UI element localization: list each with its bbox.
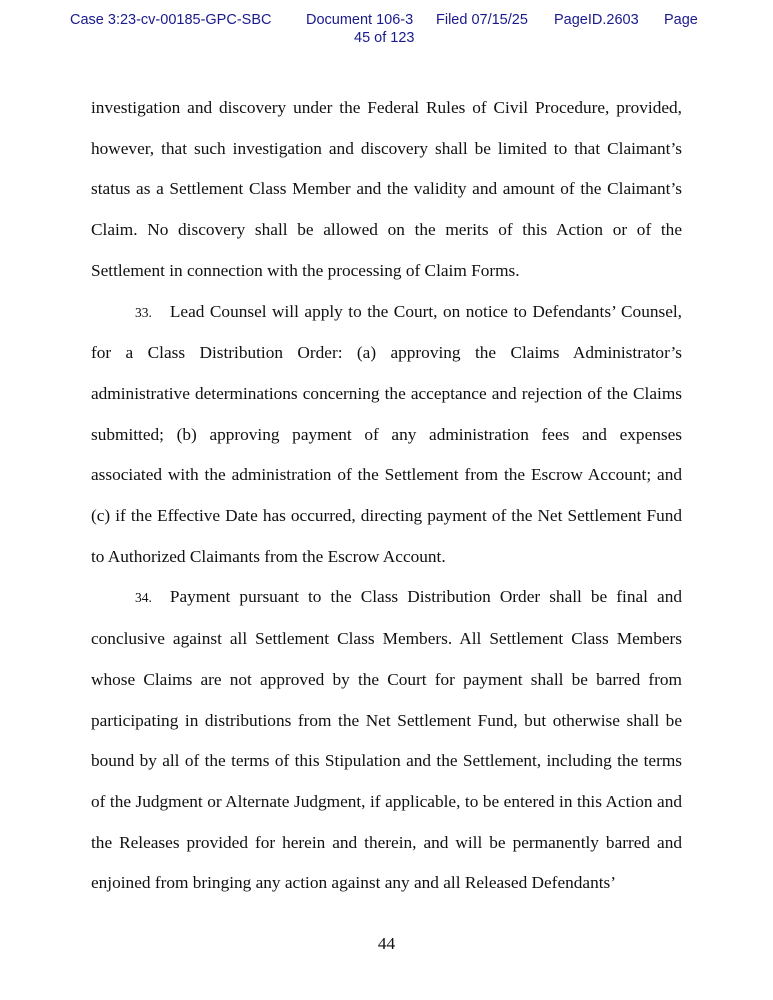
document-number: Document 106-3	[306, 12, 414, 28]
document-body	[91, 88, 682, 904]
paragraph-number: 34.	[135, 590, 152, 606]
paragraph-34	[91, 577, 682, 904]
document-page-count: 45 of 123	[354, 30, 415, 46]
case-number: Case 3:23-cv-00185-GPC-SBC	[70, 12, 272, 28]
paragraph-33	[91, 292, 682, 578]
page-label: Page	[664, 12, 698, 28]
page-id: PageID.2603	[554, 12, 639, 28]
page-number: 44	[377, 934, 396, 953]
paragraph-text: Payment pursuant to the Class Distribution Order shall be final and conclusive against all Settlement Class Members. All Settlement Class Members whose Claims are not approved by the Court for payment shall be barred from participating in distributions from the Net Settlement Fund, but otherwise shall be bound by all of the terms of this Stipulation and the Settlement, including the terms of the Judgment or Alternate Judgment, if applicable, to be entered in this Action and the Releases provided for herein and therein, and will be permanently barred and enjoined from bringing any action against any and all Released Defendants’	[91, 587, 682, 893]
filed-date: Filed 07/15/25	[436, 12, 528, 28]
paragraph-continued: investigation and discovery under the Federal Rules of Civil Procedure, provided, however, that such investigation and discovery shall be limited to that Claimant’s status as a Settlement Class Member and the validity and amount of the Claimant’s Claim. No discovery shall be allowed on the merits of this Action or of the Settlement in connection with the processing of Claim Forms.	[91, 98, 682, 280]
paragraph-number: 33.	[135, 304, 152, 320]
paragraph-text: Lead Counsel will apply to the Court, on notice to Defendants’ Counsel, for a Class Distribution Order: (a) approving the Claims Administrator’s administrative determinations concerning the acceptance and rejection of the Claims submitted; (b) approving payment of any administration fees and expenses associated with the administration of the Settlement from the Escrow Account; and (c) if the Effective Date has occurred, directing payment of the Net Settlement Fund to Authorized Claimants from the Escrow Account.	[91, 301, 682, 566]
court-filing-header	[0, 12, 773, 52]
